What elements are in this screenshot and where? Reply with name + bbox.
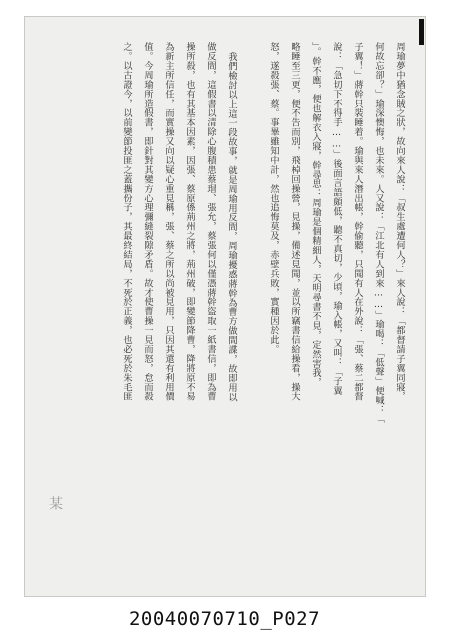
text-line-12: 為新主所信任，而實操又向以疑心重見稱，張、蔡之所以尚被見用，只因其還有利用價 xyxy=(163,42,174,402)
text-line-10: 做反間，這假書以清除心腹積患蔡瑁、張允，蔡張何以僅憑蔣幹盜取一紙書信，即為曹 xyxy=(205,42,216,402)
text-line-6: 略睡至三更，便不告而別，飛棹回操營，見操，備述見聞，並以所竊書信給操看，操大 xyxy=(289,42,300,402)
text-line-1: 周瑜夢中猶念賊之狀，故向來人說：「叔生處遭何人？」來人說：「都督請子翼同寢， xyxy=(394,42,405,402)
side-stamp: 某 xyxy=(47,496,63,510)
text-line-9: 我們檢討以上這一段故事，就是周瑜用反間，周瑜擾惑蔣幹為曹方做間諜，故即用以 xyxy=(226,52,237,402)
text-line-11: 操所殺，也有其基本因素，因張、蔡原係荊州之將，荊州破，即變節降曹，降將原不易 xyxy=(184,42,195,402)
text-line-7: 怒，遂殺張、蔡。事畢雖知中計，然也追悔莫及，赤壁兵敗，實種因於此。 xyxy=(268,42,279,354)
scanned-page xyxy=(24,16,426,597)
document-text-block xyxy=(86,42,406,562)
text-line-14: 之。以古證今，以前變節投匪之蓋攜份子，其最終結局，不死於正義，也必死於朱毛匪 xyxy=(121,42,132,402)
text-line-5: 」。幹不應，便也解衣入寢，幹尋思：周瑜是個精細人，天明尋書不見，定然害我， xyxy=(310,42,321,388)
binding-mark xyxy=(419,19,424,45)
image-caption: 20040070710_P027 xyxy=(128,608,321,630)
text-line-13: 值。今周瑜所造假書，即針對其變方心理彌縫裂隙矛盾。故才使曹操一見而怒，怠而殺 xyxy=(142,42,153,402)
text-line-3: 子翼！」蔣幹只裝睡着。瑜與來人潛出帳，幹偷聽，只聞有人在外說：「張、蔡二都督 xyxy=(352,42,363,402)
text-line-4: 說：「急切下不得手……」後面言語頗低，聽不真切，少頃，瑜入帳，又叫：「子翼 xyxy=(331,42,342,396)
text-line-2: 何故忘卻？」瑜深懊悔，也未來。人又說：「江北有人到來……」瑜喝：「低聲」便喊：「 xyxy=(373,42,384,424)
